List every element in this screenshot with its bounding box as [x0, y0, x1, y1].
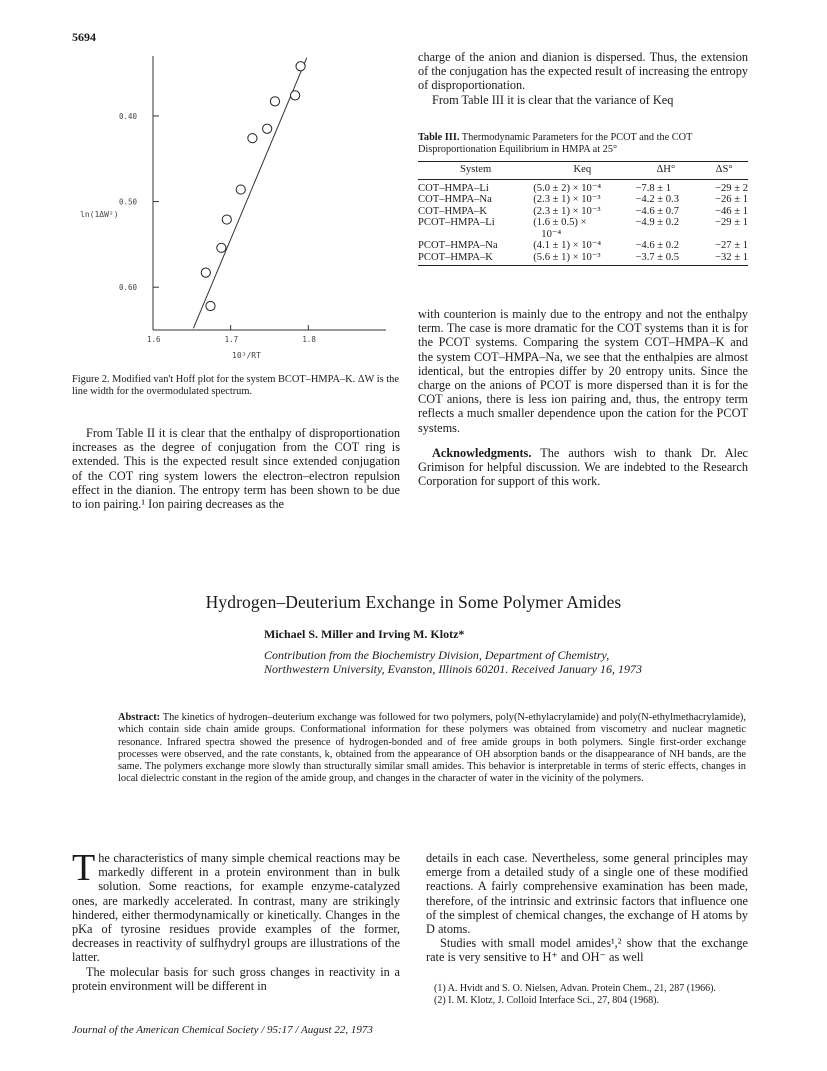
data-point [222, 215, 231, 224]
x-tick-label: 1.6 [147, 335, 161, 344]
article-title: Hydrogen–Deuterium Exchange in Some Polymer Amides [205, 592, 622, 612]
table-row [418, 179, 748, 194]
paragraph-text: From Table III it is clear that the variance of Keq [432, 92, 674, 107]
vant-hoff-plot [72, 50, 402, 370]
table-cell: −26 ± 1 [715, 194, 748, 205]
table-cell: −4.9 ± 0.2 [635, 217, 680, 228]
paragraph [72, 847, 400, 965]
table-cell: −29 ± 2 [715, 182, 748, 194]
y-axis-label: ln(1ΔW²) [80, 210, 119, 219]
table-cell: −4.6 ± 0.2 [635, 240, 680, 251]
table-cell: (5.0 ± 2) × 10⁻⁴ [533, 182, 602, 194]
ack-label: Acknowledgments. [432, 445, 532, 460]
table-row [418, 217, 748, 229]
y-tick-label: 0.40 [119, 111, 138, 121]
x-tick-label: 1.7 [224, 335, 239, 344]
paragraph-text: he characteristics of many simple chemical reactions may be markedly different in a protein environment than in bulk solution. Some reactions, for example enzyme-catalyzed ones, are markedly accelerated. In contrast, many are strikingly hindered, either thermodynamically or kinetically. Changes in the pKa of tyrosine residues provide examples of the former, decreases in reactivity of sulfhydryl groups are illustrations of the latter. [72, 851, 400, 965]
body-right-column [426, 851, 748, 965]
table-cell: COT–HMPA–Na [418, 194, 492, 205]
y-tick-label: 0.60 [119, 283, 138, 293]
references [426, 983, 748, 1006]
table-cell: PCOT–HMPA–Li [418, 217, 495, 228]
right-column-top [418, 50, 748, 107]
table-cell: −4.2 ± 0.3 [635, 194, 680, 205]
ack-text: The authors wish to thank Dr. Alec Grimison for helpful discussion. We are indebted to the Research Corporation for support of this work. [418, 445, 748, 489]
table-caption: Thermodynamic Parameters for the PCOT and the COT Disproportionation Equilibrium in HMPA at 25° [418, 132, 693, 155]
data-point [296, 62, 305, 71]
table-cell: −3.7 ± 0.5 [631, 252, 700, 266]
data-point [248, 134, 257, 143]
table-header-cell: ΔH° [631, 162, 700, 180]
affiliation-line: Contribution from the Biochemistry Division, Department of Chemistry, [264, 648, 610, 662]
thermodynamic-table [418, 161, 748, 266]
table-header-cell: Keq [533, 162, 631, 180]
plot-axes [153, 56, 386, 330]
table-cell: PCOT–HMPA–Na [418, 240, 498, 251]
table-cell: −4.6 ± 0.7 [635, 205, 680, 217]
data-point [270, 97, 279, 106]
table-cell: (4.1 ± 1) × 10⁻⁴ [533, 240, 602, 251]
abstract-text: The kinetics of hydrogen–deuterium exchange was followed for two polymers, poly(N-ethylacrylamide) and poly(N-ethylmethacrylamide), which contain side chain amide groups. Conformational information for these polymers was obtained from viscometry and nuclear magnetic resonance. Infrared spectra showed the presence of hydrogen-bonded and of free amide groups in both polymers. Single first-order exchange processes were observed, and the rate constants, k, obtained from the appearance of OH absorption bands or the disappearance of NH bands, are the same. The polymers exchange more slowly than structurally similar small amides. This behavior is interpretable in terms of steric effects, changes in local dielectric constant in the region of the amide group, and changes in the character of water in the vicinity of the polymers. [118, 712, 746, 785]
table-cell: −29 ± 1 [715, 217, 748, 228]
table-cell [631, 229, 700, 241]
acknowledgments [418, 446, 748, 489]
data-point [201, 268, 210, 277]
reference: (1) A. Hvidt and S. O. Nielsen, Advan. Protein Chem., 21, 287 (1966). [434, 983, 716, 994]
table-row [418, 240, 748, 252]
table-cell: (5.6 ± 1) × 10⁻³ [533, 252, 631, 266]
table-label: Table III. [418, 132, 460, 143]
paragraph [418, 93, 748, 107]
data-point [217, 243, 226, 252]
table-cell: COT–HMPA–K [418, 205, 488, 217]
table-cell: (2.3 ± 1) × 10⁻³ [533, 205, 601, 217]
paragraph: The molecular basis for such gross changes in reactivity in a protein environment will be different in [72, 964, 400, 993]
abstract [118, 712, 746, 786]
paragraph: details in each case. Nevertheless, some general principles may emerge from a detailed study of a single one of these modified reactions. A fairly comprehensive examination has been made, therefore, of the intrinsic and extrinsic factors that influence one of the simplest of chemical changes, the exchange of H atoms by D atoms. [426, 851, 748, 937]
table-cell: −27 ± 1 [715, 240, 748, 251]
affiliation-line: Northwestern University, Evanston, Illinois 60201. Received January 16, 1973 [264, 662, 642, 676]
table-cell: COT–HMPA–Li [418, 182, 489, 194]
data-point [291, 91, 300, 100]
page-number: 5694 [72, 30, 96, 44]
table-cell: −46 ± 1 [715, 205, 748, 217]
table-cell: (1.6 ± 0.5) × [533, 217, 587, 228]
paragraph: with counterion is mainly due to the entropy and not the enthalpy term. The case is more dramatic for the COT systems than it is for the PCOT systems. Comparing the system COT–HMPA–K and the system COT–HMPA–Na, we see that the enthalpies are almost identical, but the entropies differ by 20 entropy units. Since the charge on the anions of PCOT is more dispersed than it is for the COT anions, there is less ion pairing and, thus, the entropy term reflects a much smaller dependence upon the cation for the PCOT systems. [418, 307, 748, 435]
right-column-middle [418, 307, 748, 488]
affiliation [264, 648, 764, 676]
x-axis-label: 10³/RT [232, 351, 261, 360]
table-row [418, 194, 748, 206]
data-point [236, 185, 245, 194]
reference: (2) I. M. Klotz, J. Colloid Interface Sci., 27, 804 (1968). [434, 994, 659, 1006]
table-row [418, 206, 748, 218]
table-cell: −32 ± 1 [700, 252, 748, 266]
table-cell [700, 229, 748, 241]
paragraph: From Table II it is clear that the enthalpy of disproportionation increases as the degree of conjugation from the COT ring is extended. This is the expected result since extended conjugation of the COT ring system lowers the electron–electron repulsion effect in the dianion. The entropy term has been shown to be due to ion pairing.¹ Ion pairing decreases as the [72, 426, 400, 512]
table-cell [418, 229, 533, 241]
table-cell: −7.8 ± 1 [635, 182, 672, 194]
table-cell: (2.3 ± 1) × 10⁻³ [533, 194, 601, 205]
y-tick-label: 0.50 [119, 197, 138, 207]
table-cell: PCOT–HMPA–K [418, 252, 533, 266]
data-point [206, 301, 215, 310]
table-header-cell: ΔS° [700, 162, 748, 180]
drop-cap: T [72, 847, 96, 889]
journal-footer: Journal of the American Chemical Society / 95:17 / August 22, 1973 [72, 1024, 373, 1036]
data-point [263, 124, 272, 133]
authors: Michael S. Miller and Irving M. Klotz* [264, 627, 465, 641]
abstract-label: Abstract: [118, 712, 161, 723]
left-column-text [72, 426, 400, 511]
plot-ticks [119, 112, 316, 344]
table-row [418, 252, 748, 266]
paragraph: charge of the anion and dianion is dispersed. Thus, the extension of the conjugation has the expected result of increasing the entropy of disproportionation. [418, 50, 748, 93]
paragraph: Studies with small model amides¹,² show that the exchange rate is very sensitive to H⁺ and OH⁻ as well [426, 936, 748, 965]
regression-line [193, 58, 306, 329]
table-cell: 10⁻⁴ [541, 228, 562, 240]
table-title [418, 132, 748, 156]
figure-caption: Figure 2. Modified van't Hoff plot for the system BCOT–HMPA–K. ΔW is the line width for the overmodulated spectrum. [72, 374, 399, 397]
table-row [418, 229, 748, 241]
fit-line [193, 58, 306, 329]
body-left-column [72, 847, 400, 993]
table-header-cell: System [418, 162, 533, 180]
x-tick-label: 1.8 [302, 335, 316, 344]
